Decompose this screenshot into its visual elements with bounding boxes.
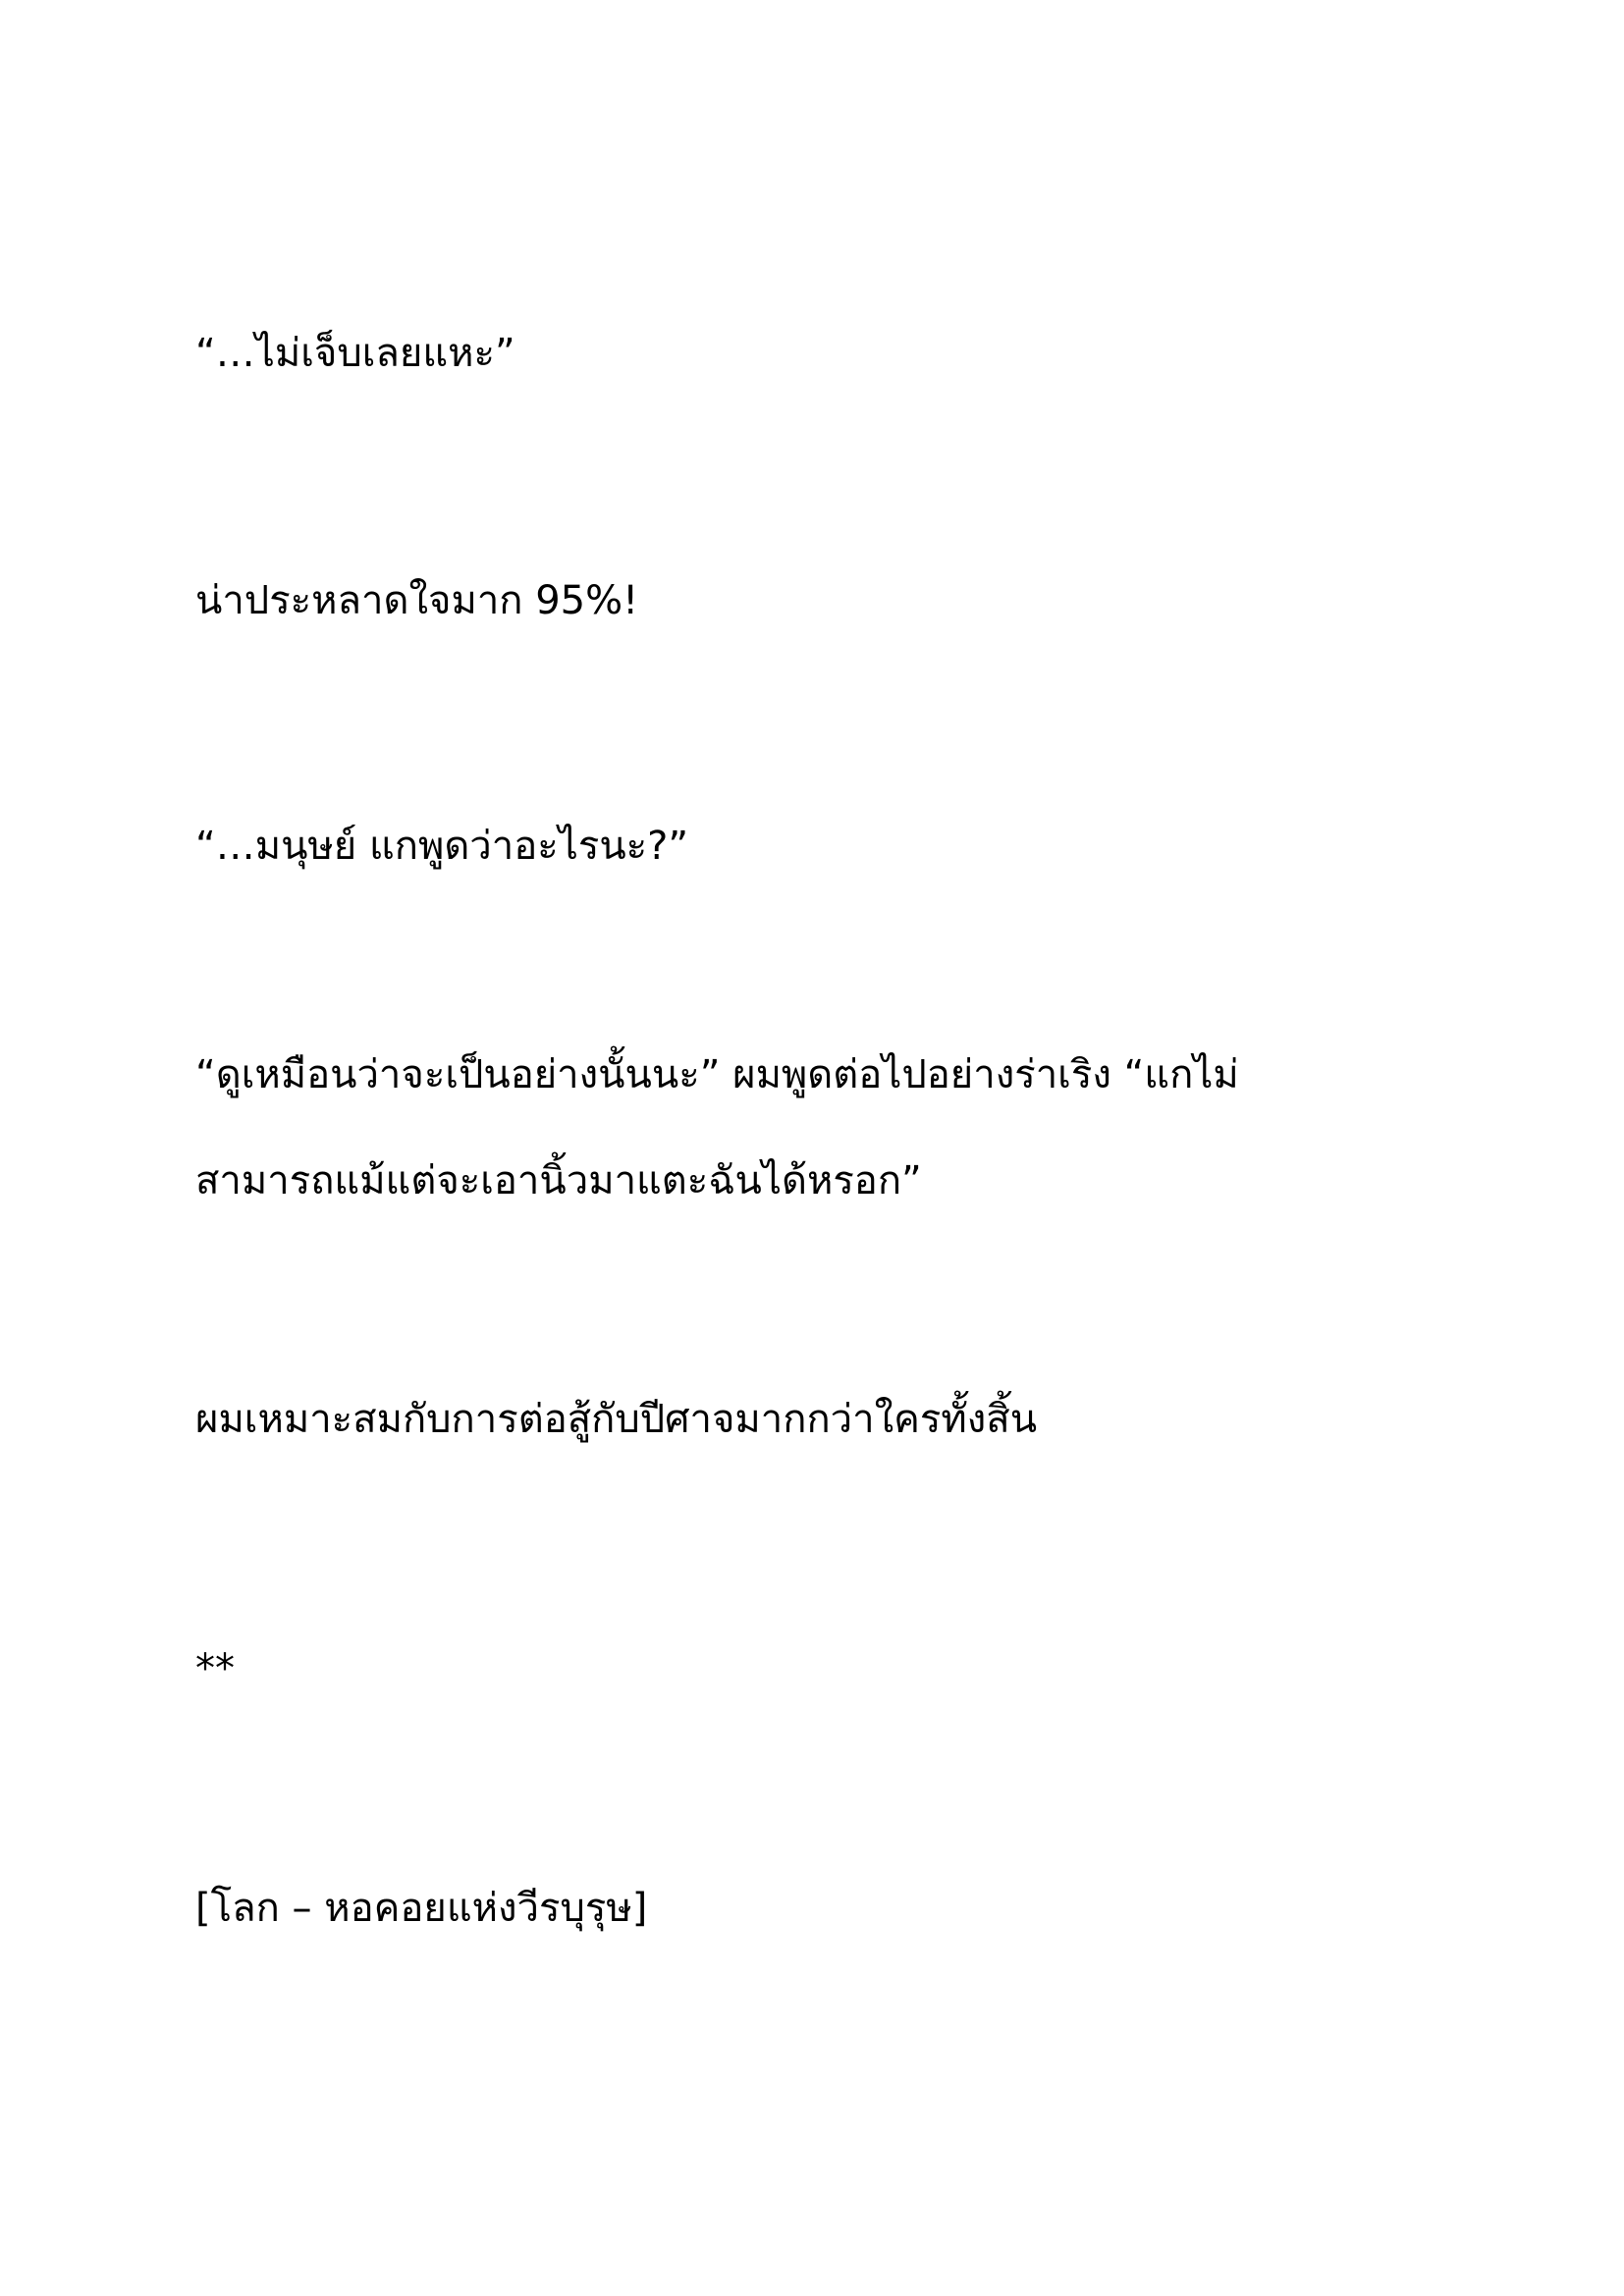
- location-heading: [โลก – หอคอยแห่งวีรบุรุษ]: [195, 1886, 648, 1931]
- dialogue-line: “ดูเหมือนว่าจะเป็นอย่างนั้นนะ” ผมพูดต่อไปอย่างร่าเริง “แกไม่: [195, 1052, 1239, 1097]
- dialogue-line: “…ไม่เจ็บเลยแหะ”: [195, 331, 515, 376]
- narration-line: ผมเหมาะสมกับการต่อสู้กับปีศาจมากกว่าใครทั้งสิ้น: [195, 1397, 1038, 1442]
- dialogue-line: “…มนุษย์ แกพูดว่าอะไรนะ?”: [195, 824, 689, 869]
- dialogue-line-continued: สามารถแม้แต่จะเอานิ้วมาแตะฉันได้หรอก”: [195, 1158, 922, 1203]
- narration-line: น่าประหลาดใจมาก 95%!: [195, 578, 639, 623]
- scene-break: **: [195, 1646, 235, 1691]
